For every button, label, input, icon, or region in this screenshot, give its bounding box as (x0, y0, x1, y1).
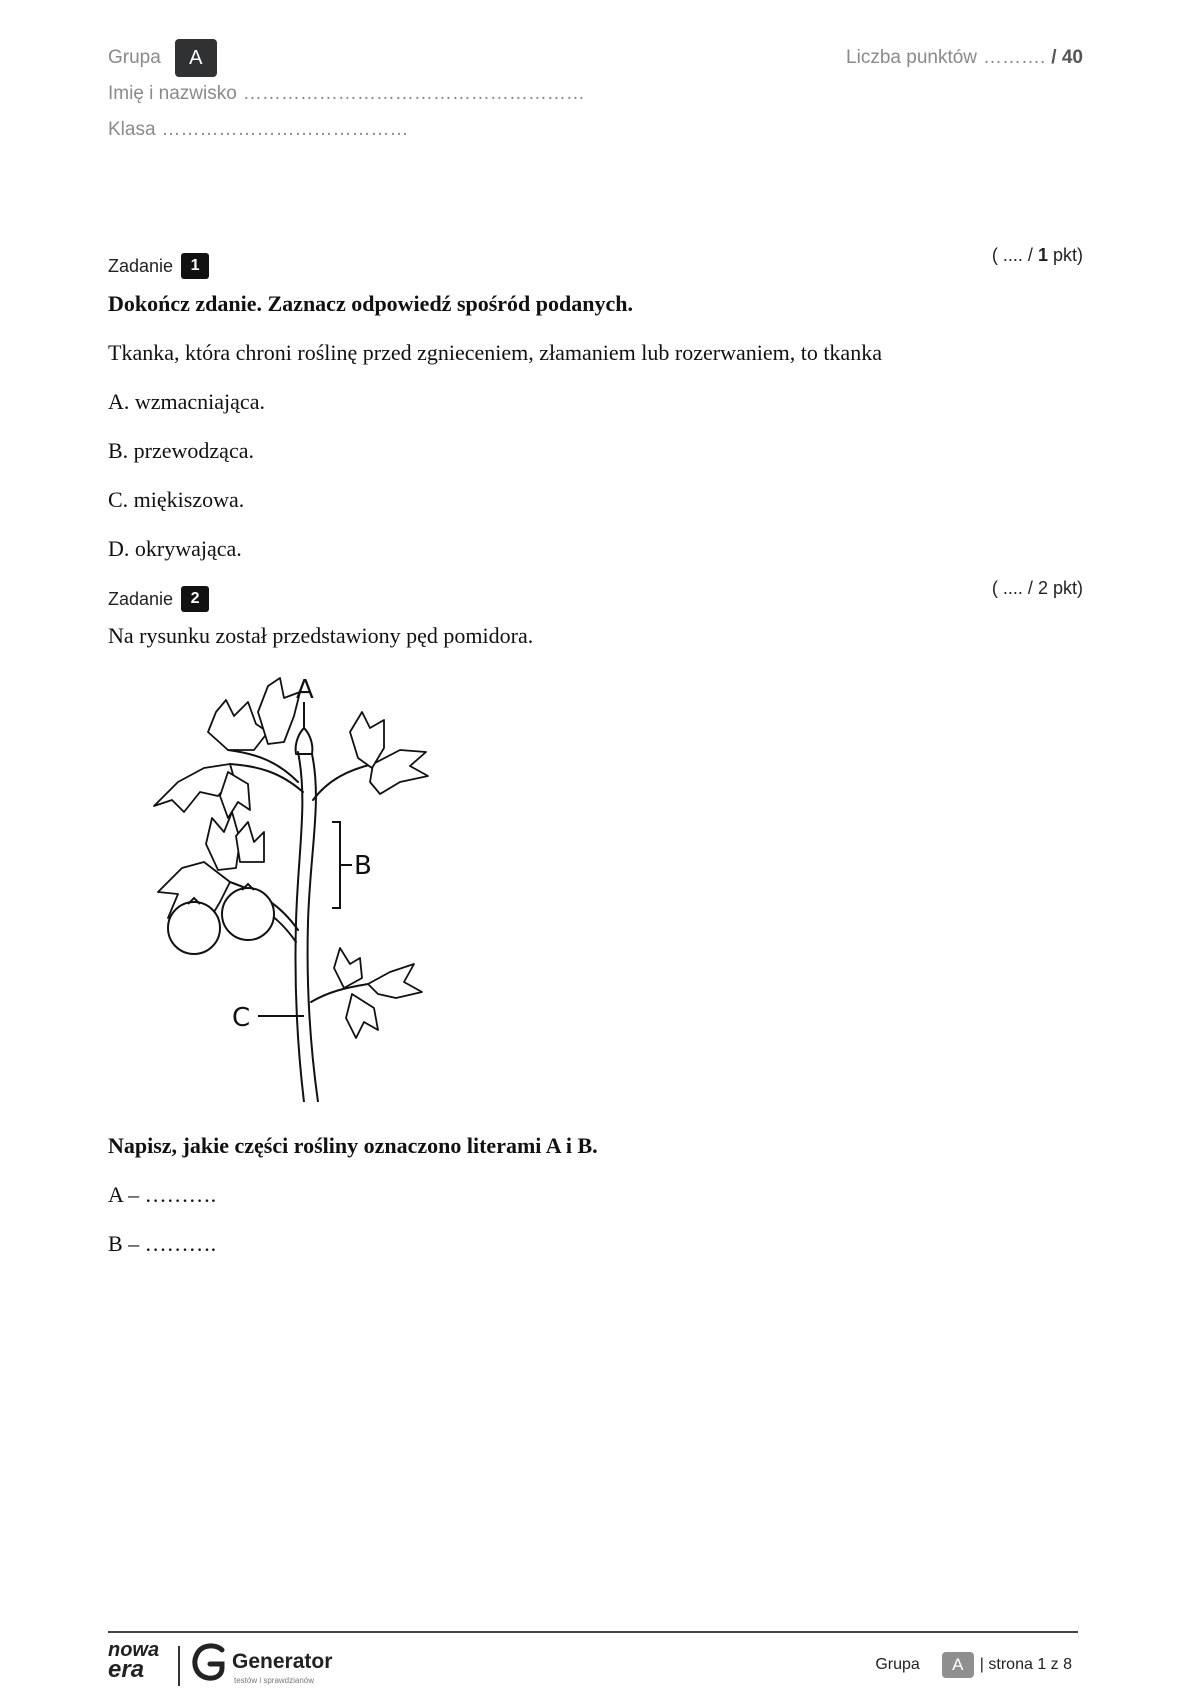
class-label: Klasa (108, 119, 156, 140)
task-2-points-suffix: pkt) (1052, 578, 1083, 598)
task-1-points (992, 245, 1083, 266)
leaf (350, 712, 384, 768)
task-1-number: 1 (181, 253, 209, 279)
task-2-points (992, 578, 1083, 599)
task-1-stem: Tkanka, która chroni roślinę przed zgnieceniem, złamaniem lub rozerwaniem, to tkanka (108, 340, 882, 365)
tomato-fruit (168, 902, 220, 954)
leaf (334, 948, 362, 988)
nowa-era-logo (108, 1639, 160, 1683)
task-2-label: Zadanie (108, 588, 174, 609)
points-label: Liczba punktów (846, 47, 978, 68)
footer-divider (108, 1631, 1078, 1633)
footer-group-label: Grupa (875, 1656, 920, 1673)
figure-label-b: B (354, 851, 372, 881)
task-2-points-value: 2 (1037, 578, 1048, 598)
points-total (846, 40, 1083, 76)
task-2-instruction: Napisz, jakie części rośliny oznaczono literami A i B. (108, 1133, 598, 1158)
bud-a (296, 728, 313, 754)
figure-label-a: A (296, 675, 314, 705)
leaf (206, 812, 240, 870)
task-2-intro: Na rysunku został przedstawiony pęd pomidora. (108, 623, 534, 648)
points-field[interactable]: ………. (983, 47, 1046, 68)
group-badge: A (175, 39, 217, 77)
logo-top-text: nowa (108, 1639, 160, 1661)
task-1-points-value: 1 (1037, 245, 1048, 265)
group-label: Grupa (108, 47, 161, 68)
page-footer (108, 1640, 1078, 1692)
leaf (236, 822, 264, 862)
footer-page-number: | strona 1 z 8 (979, 1656, 1072, 1673)
generator-logo-text: Generator (232, 1650, 333, 1673)
logo-bottom-text: era (108, 1656, 145, 1683)
page-header (108, 40, 1083, 148)
task-1-points-suffix: pkt) (1052, 245, 1083, 265)
task-1-points-prefix: ( .... / (991, 245, 1033, 265)
points-max: / 40 (1051, 47, 1083, 68)
name-field[interactable]: ……………………………………………… (242, 83, 585, 104)
task-2-answer-a[interactable]: A – ………. (108, 1182, 217, 1207)
task-2-answer-b[interactable]: B – ………. (108, 1231, 217, 1256)
footer-page-info (875, 1652, 1072, 1678)
class-field[interactable]: ………………………………… (161, 119, 409, 140)
generator-g-icon (192, 1642, 228, 1682)
leaf (258, 678, 300, 744)
footer-group-badge: A (942, 1652, 974, 1678)
figure-label-c: C (232, 1003, 251, 1033)
bracket-b (332, 822, 352, 908)
task-2-number: 2 (181, 586, 209, 612)
task-1-option-d[interactable]: D. okrywająca. (108, 536, 242, 561)
generator-logo-subtitle: testów i sprawdzianów (234, 1676, 315, 1685)
logo-separator (178, 1646, 180, 1686)
task-1-option-b[interactable]: B. przewodząca. (108, 438, 254, 463)
leaf (346, 994, 378, 1038)
task-1-instruction: Dokończ zdanie. Zaznacz odpowiedź spośród podanych. (108, 291, 634, 316)
tomato-fruit (222, 888, 274, 940)
tomato-shoot-figure (108, 672, 468, 1102)
task-1-label: Zadanie (108, 255, 174, 276)
task-2-points-prefix: ( .... / (991, 578, 1033, 598)
task-2-header (108, 578, 1083, 612)
leaf (368, 964, 422, 998)
generator-logo (192, 1642, 333, 1685)
name-label: Imię i nazwisko (108, 83, 237, 104)
task-1-header (108, 245, 1083, 279)
name-row (108, 76, 1083, 112)
task-1-option-c[interactable]: C. miękiszowa. (108, 487, 245, 512)
class-row (108, 112, 1083, 148)
task-1-option-a[interactable]: A. wzmacniająca. (108, 389, 265, 414)
